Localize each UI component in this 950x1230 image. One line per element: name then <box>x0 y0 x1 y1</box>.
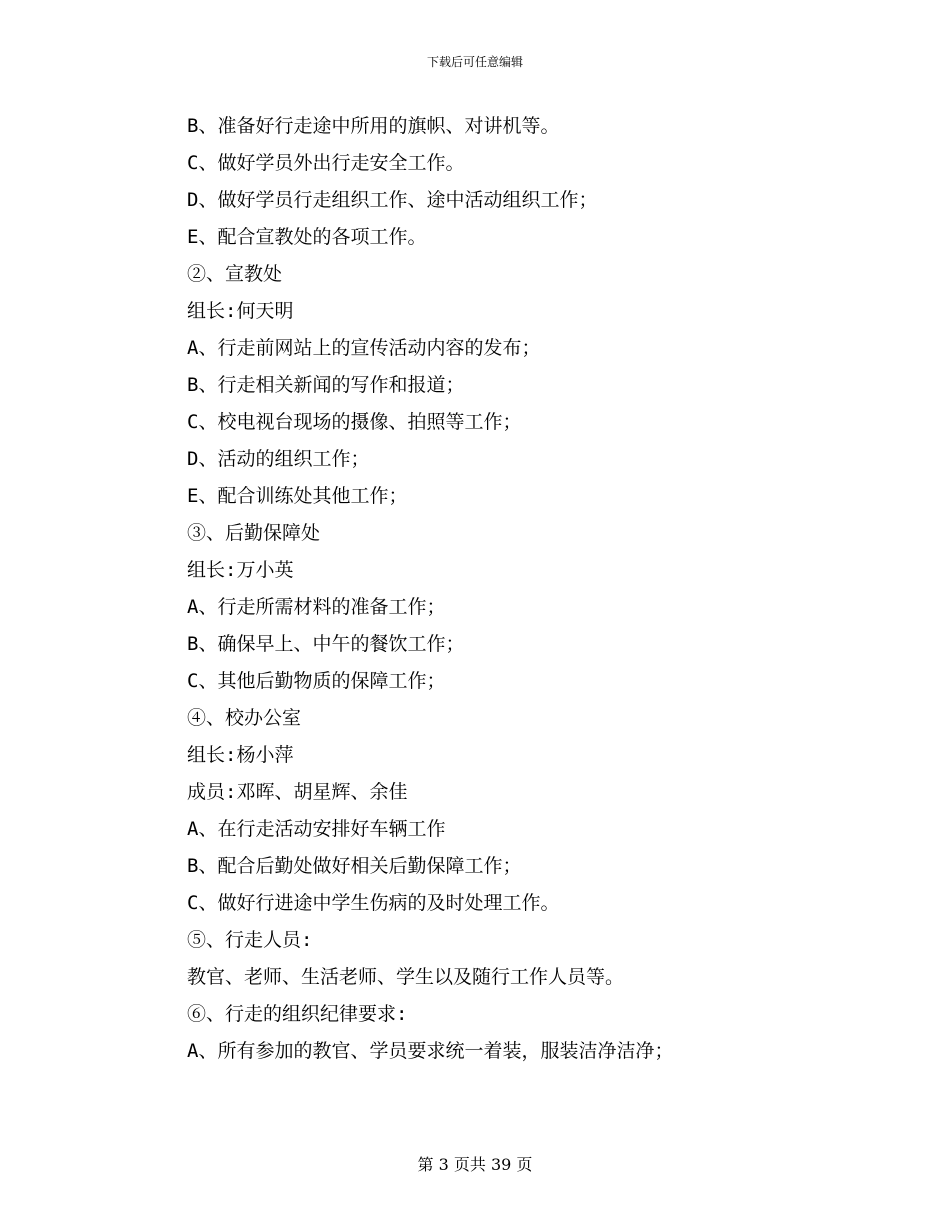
section-heading: ⑥、行走的组织纪律要求: <box>187 1003 408 1025</box>
body-line: C、做好学员外出行走安全工作。 <box>187 152 465 174</box>
body-line: 组长:何天明 <box>187 300 294 322</box>
section-heading: ③、后勤保障处 <box>187 522 321 544</box>
body-line: B、行走相关新闻的写作和报道； <box>187 374 465 396</box>
section-heading: ②、宣教处 <box>187 263 283 285</box>
body-line: B、准备好行走途中所用的旗帜、对讲机等。 <box>187 115 560 137</box>
body-line: E、配合训练处其他工作； <box>187 485 408 507</box>
body-line: C、其他后勤物质的保障工作； <box>187 670 446 692</box>
document-body <box>187 108 787 1070</box>
body-line: C、做好行进途中学生伤病的及时处理工作。 <box>187 892 560 914</box>
body-line: B、配合后勤处做好相关后勤保障工作； <box>187 855 522 877</box>
body-line: C、校电视台现场的摄像、拍照等工作； <box>187 411 522 433</box>
body-line: 组长:万小英 <box>187 559 294 581</box>
body-line: A、行走所需材料的准备工作； <box>187 596 446 618</box>
page-header: 下载后可任意编辑 <box>426 55 523 69</box>
body-line: 成员:邓晖、胡星辉、余佳 <box>187 781 408 803</box>
body-line: B、确保早上、中午的餐饮工作； <box>187 633 465 655</box>
body-line: A、行走前网站上的宣传活动内容的发布； <box>187 337 541 359</box>
section-heading: ⑤、行走人员: <box>187 929 313 951</box>
body-line: A、所有参加的教官、学员要求统一着装，服装洁净洁净； <box>187 1040 674 1062</box>
body-line: A、在行走活动安排好车辆工作 <box>187 818 446 840</box>
body-line: D、活动的组织工作； <box>187 448 370 470</box>
body-line: 教官、老师、生活老师、学生以及随行工作人员等。 <box>187 966 625 988</box>
page-footer: 第 3 页共 39 页 <box>417 1155 533 1174</box>
body-line: D、做好学员行走组织工作、途中活动组织工作； <box>187 189 598 211</box>
body-line: 组长:杨小萍 <box>187 744 294 766</box>
section-heading: ④、校办公室 <box>187 707 302 729</box>
body-line: E、配合宣教处的各项工作。 <box>187 226 427 248</box>
